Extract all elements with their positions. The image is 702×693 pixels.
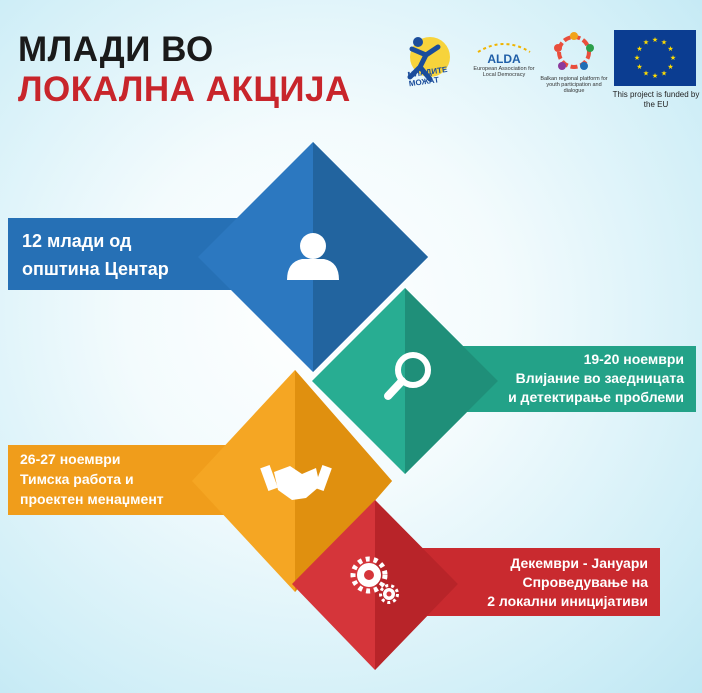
svg-text:★: ★ xyxy=(651,36,659,44)
svg-text:★: ★ xyxy=(660,69,668,78)
step-2-line-1: 19-20 ноември xyxy=(583,351,684,367)
step-2-line-2: Влијание во заедницата xyxy=(515,370,684,386)
svg-text:★: ★ xyxy=(642,38,650,47)
alda-subtitle: European Association for Local Democracy xyxy=(473,66,535,78)
balkan-platform-subtitle: Balkan regional platform for youth participation and dialogue xyxy=(540,76,608,94)
svg-text:★: ★ xyxy=(636,45,643,53)
step-4-line-2: Спроведување на xyxy=(522,574,648,590)
svg-text:★: ★ xyxy=(642,69,650,78)
step-2-line-3: и детектирање проблеми xyxy=(508,389,684,405)
step-3-line-1: 26-27 ноември xyxy=(20,451,121,467)
svg-text:★: ★ xyxy=(660,38,668,47)
page-title-line2: ЛОКАЛНА АКЦИЈА xyxy=(18,70,351,109)
step-1-line-2: општина Центар xyxy=(22,259,169,279)
step-4-line-3: 2 локални иницијативи xyxy=(487,593,648,609)
svg-text:★: ★ xyxy=(651,72,659,80)
page-title-line1: МЛАДИ ВО xyxy=(18,30,214,69)
svg-text:★: ★ xyxy=(633,54,641,62)
eu-funding-caption: This project is funded by the EU xyxy=(612,90,700,109)
step-1-line-1: 12 млади од xyxy=(22,231,132,251)
step-3-line-2: Тимска работа и xyxy=(20,471,134,487)
mladite-mozat-text: МЛАДИТЕ МОЖАТ xyxy=(406,64,448,89)
svg-text:★: ★ xyxy=(667,45,674,53)
step-4-line-1: Декември - Јануари xyxy=(510,555,648,571)
svg-text:★: ★ xyxy=(669,54,677,62)
svg-text:★: ★ xyxy=(636,63,643,71)
svg-text:★: ★ xyxy=(667,63,674,71)
alda-name: ALDA xyxy=(487,52,521,66)
step-3-line-3: проектен менаџмент xyxy=(20,491,164,507)
